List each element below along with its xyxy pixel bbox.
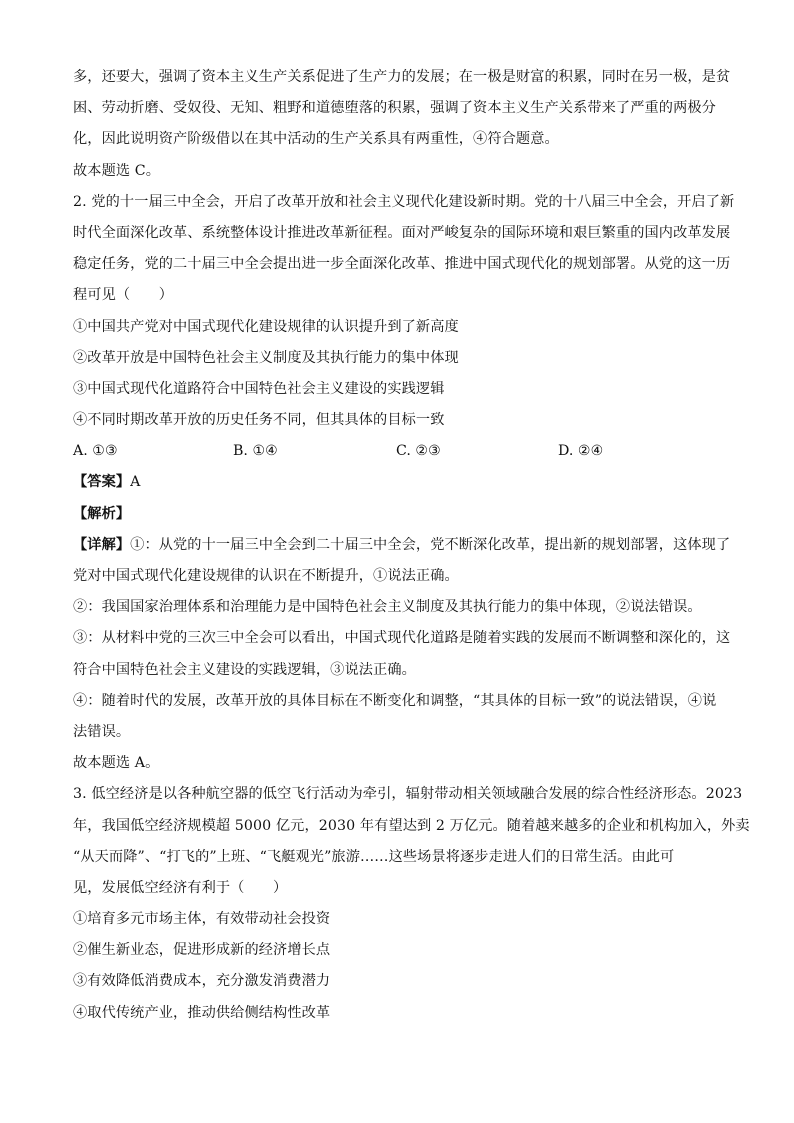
q3-stem-line: 年，我国低空经济规模超 5000 亿元，2030 年有望达到 2 万亿元。随着越来越多的企业和机构加入，外卖 — [73, 817, 750, 834]
q2-detail-line — [73, 530, 731, 561]
q2-detail-line: 符合中国特色社会主义建设的实践逻辑，③说法正确。 — [73, 661, 416, 678]
q1-text-line: 多，还要大，强调了资本主义生产关系促进了生产力的发展；在一极是财富的积累，同时在另一极，是贫 — [73, 69, 731, 85]
q1-text-line: 化，因此说明资产阶级借以在其中活动的生产关系具有两重性，④符合题意。 — [73, 131, 559, 148]
q3-stem-line: “从天而降”、“打飞的”上班、“飞艇观光”旅游……这些场景将逐步走进人们的日常生活。由此可 — [73, 848, 675, 865]
q2-detail-line: ④：随着时代的发展，改革开放的具体目标在不断变化和调整，“其具体的目标一致”的说法错误，④说 — [73, 692, 717, 709]
q2-statement: ④不同时期改革开放的历史任务不同，但其具体的目标一致 — [73, 412, 445, 429]
q2-stem-line: 稳定任务，党的二十届三中全会提出进一步全面深化改革、推进中国式现代化的规划部署。从党的这一历 — [73, 256, 731, 273]
q2-stem-line: 程可见（ ） — [73, 287, 174, 304]
q2-statement: ②改革开放是中国特色社会主义制度及其执行能力的集中体现 — [73, 349, 459, 366]
q2-option-d: D. ②④ — [558, 443, 604, 460]
answer-label: 【答案】 — [73, 474, 131, 491]
q2-option-b: B. ①④ — [233, 443, 278, 460]
q3-statement: ②催生新业态，促进形成新的经济增长点 — [73, 942, 331, 959]
q2-statement: ①中国共产党对中国式现代化建设规律的认识提升到了新高度 — [73, 318, 459, 335]
q3-statement: ④取代传统产业，推动供给侧结构性改革 — [73, 1004, 331, 1021]
q3-statement: ③有效降低消费成本，充分激发消费潜力 — [73, 973, 331, 990]
q2-detail-line: 党对中国式现代化建设规律的认识在不断提升，①说法正确。 — [73, 568, 459, 584]
q3-stem-line: 见，发展低空经济有利于（ ） — [73, 879, 288, 896]
q1-text-line: 困、劳动折磨、受奴役、无知、粗野和道德堕落的积累，强调了资本主义生产关系带来了严重的两极分 — [73, 100, 716, 117]
q2-option-a: A. ①③ — [73, 443, 118, 460]
q2-statement: ③中国式现代化道路符合中国特色社会主义建设的实践逻辑 — [73, 380, 445, 397]
q1-conclusion: 故本题选 C。 — [73, 162, 161, 179]
q2-stem-line: 2. 党的十一届三中全会，开启了改革开放和社会主义现代化建设新时期。党的十八届三中全会，开启了新 — [73, 193, 735, 210]
q2-option-c: C. ②③ — [396, 443, 441, 460]
analysis-label: 【解析】 — [73, 505, 131, 522]
q2-analysis-heading — [73, 499, 721, 530]
document-body — [73, 62, 750, 1029]
q2-conclusion: 故本题选 A。 — [73, 755, 160, 772]
answer-value: A — [130, 474, 141, 491]
detail-label: 【详解】 — [73, 536, 131, 553]
q2-stem-line: 时代全面深化改革、系统整体设计推进改革新征程。面对严峻复杂的国际环境和艰巨繁重的国内改革发展 — [73, 224, 731, 241]
q2-detail-line: 法错误。 — [73, 723, 131, 740]
detail-text: ①：从党的十一届三中全会到二十届三中全会，党不断深化改革，提出新的规划部署，这体现了 — [130, 536, 731, 553]
q2-detail-line: ③：从材料中党的三次三中全会可以看出，中国式现代化道路是随着实践的发展而不断调整和深化的，这 — [73, 630, 731, 647]
q2-detail-line: ②：我国国家治理体系和治理能力是中国特色社会主义制度及其执行能力的集中体现，②说法错误。 — [73, 599, 702, 616]
q3-statement: ①培育多元市场主体，有效带动社会投资 — [73, 911, 331, 928]
q2-answer — [73, 467, 721, 498]
q2-options — [73, 436, 721, 467]
q3-stem-line: 3. 低空经济是以各种航空器的低空飞行活动为牵引，辐射带动相关领域融合发展的综合性经济形态。2023 — [73, 786, 743, 803]
